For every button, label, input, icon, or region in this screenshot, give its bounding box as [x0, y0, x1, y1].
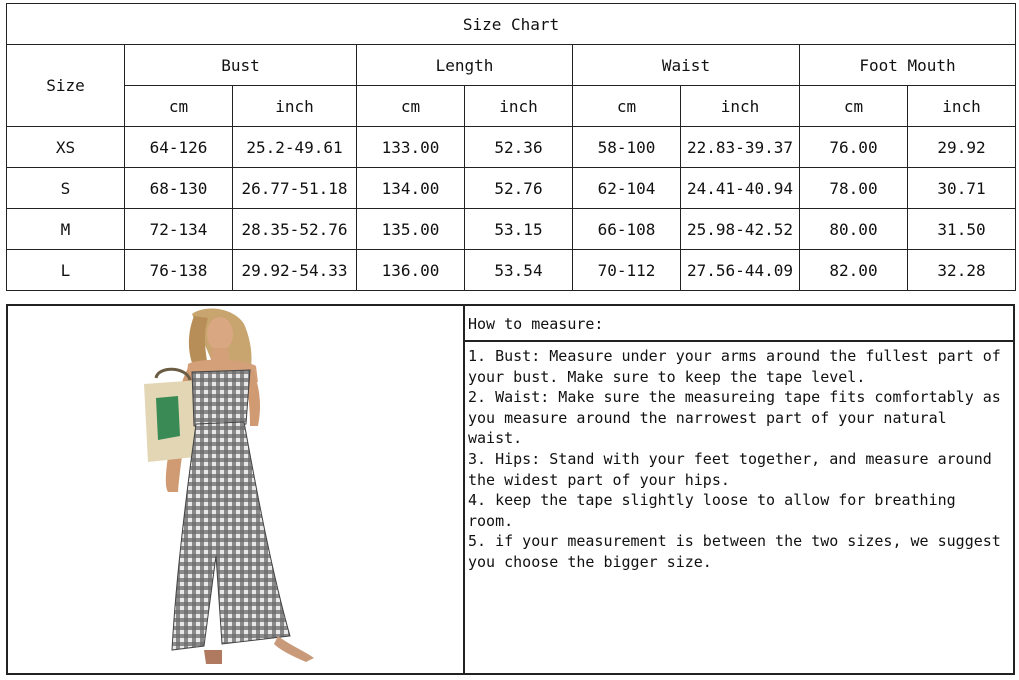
measurement-cell: 52.76 — [465, 168, 573, 209]
right-shoe — [274, 636, 314, 662]
chart-title: Size Chart — [7, 4, 1016, 45]
size-chart-table — [6, 3, 1016, 291]
table-row — [7, 168, 1016, 209]
measurement-cell: 58-100 — [573, 127, 681, 168]
group-header-length: Length — [357, 45, 573, 86]
model-illustration — [8, 306, 463, 673]
measurement-cell: 68-130 — [125, 168, 233, 209]
measurement-cell: 31.50 — [908, 209, 1016, 250]
group-header-foot-mouth: Foot Mouth — [800, 45, 1016, 86]
unit-header-row — [7, 86, 1016, 127]
measurement-cell: 134.00 — [357, 168, 465, 209]
measurement-cell: 24.41-40.94 — [681, 168, 800, 209]
unit-header-inch: inch — [681, 86, 800, 127]
table-row — [7, 250, 1016, 291]
size-cell: S — [7, 168, 125, 209]
unit-header-inch: inch — [908, 86, 1016, 127]
jumpsuit-bodice — [192, 370, 250, 426]
measurement-cell: 82.00 — [800, 250, 908, 291]
group-header-waist: Waist — [573, 45, 800, 86]
measure-panel — [6, 304, 1015, 675]
measurement-cell: 27.56-44.09 — [681, 250, 800, 291]
measurement-cell: 25.98-42.52 — [681, 209, 800, 250]
size-cell: M — [7, 209, 125, 250]
measurement-cell: 78.00 — [800, 168, 908, 209]
measurement-cell: 64-126 — [125, 127, 233, 168]
unit-header-cm: cm — [800, 86, 908, 127]
measurement-cell: 53.15 — [465, 209, 573, 250]
instruction-item: 2. Waist: Make sure the measureing tape fits comfortably as you measure around the narrowest part of your natural waist. — [468, 388, 1001, 448]
measurement-cell: 32.28 — [908, 250, 1016, 291]
unit-header-cm: cm — [573, 86, 681, 127]
face-shape — [207, 317, 233, 351]
measurement-cell: 80.00 — [800, 209, 908, 250]
chart-body — [7, 127, 1016, 291]
measurement-cell: 26.77-51.18 — [233, 168, 357, 209]
measurement-cell: 62-104 — [573, 168, 681, 209]
measurement-cell: 76.00 — [800, 127, 908, 168]
left-shoe — [204, 650, 222, 664]
measurement-cell: 136.00 — [357, 250, 465, 291]
measurement-cell: 53.54 — [465, 250, 573, 291]
how-to-measure-instructions — [465, 342, 1013, 673]
size-cell: L — [7, 250, 125, 291]
unit-header-inch: inch — [465, 86, 573, 127]
measurement-cell: 133.00 — [357, 127, 465, 168]
size-cell: XS — [7, 127, 125, 168]
instruction-item: 4. keep the tape slightly loose to allow for breathing room. — [468, 491, 956, 530]
table-row — [7, 127, 1016, 168]
measurement-cell: 70-112 — [573, 250, 681, 291]
instruction-item: 1. Bust: Measure under your arms around the fullest part of your bust. Make sure to keep the tape level. — [468, 347, 1001, 386]
table-row — [7, 209, 1016, 250]
group-header-bust: Bust — [125, 45, 357, 86]
how-to-measure-title: How to measure: — [465, 306, 1013, 342]
measurement-cell: 76-138 — [125, 250, 233, 291]
unit-header-inch: inch — [233, 86, 357, 127]
measurement-cell: 22.83-39.37 — [681, 127, 800, 168]
unit-header-cm: cm — [125, 86, 233, 127]
measurement-cell: 29.92-54.33 — [233, 250, 357, 291]
measurement-cell: 66-108 — [573, 209, 681, 250]
instruction-item: 5. if your measurement is between the two sizes, we suggest you choose the bigger size. — [468, 532, 1001, 571]
measurement-cell: 30.71 — [908, 168, 1016, 209]
measurement-cell: 52.36 — [465, 127, 573, 168]
model-photo — [8, 306, 465, 673]
measurement-cell: 25.2-49.61 — [233, 127, 357, 168]
measurement-cell: 72-134 — [125, 209, 233, 250]
unit-header-cm: cm — [357, 86, 465, 127]
size-column-header: Size — [7, 45, 125, 127]
instruction-item: 3. Hips: Stand with your feet together, and measure around the widest part of your hips. — [468, 449, 992, 489]
measurement-cell: 29.92 — [908, 127, 1016, 168]
measurement-cell: 135.00 — [357, 209, 465, 250]
measurement-cell: 28.35-52.76 — [233, 209, 357, 250]
